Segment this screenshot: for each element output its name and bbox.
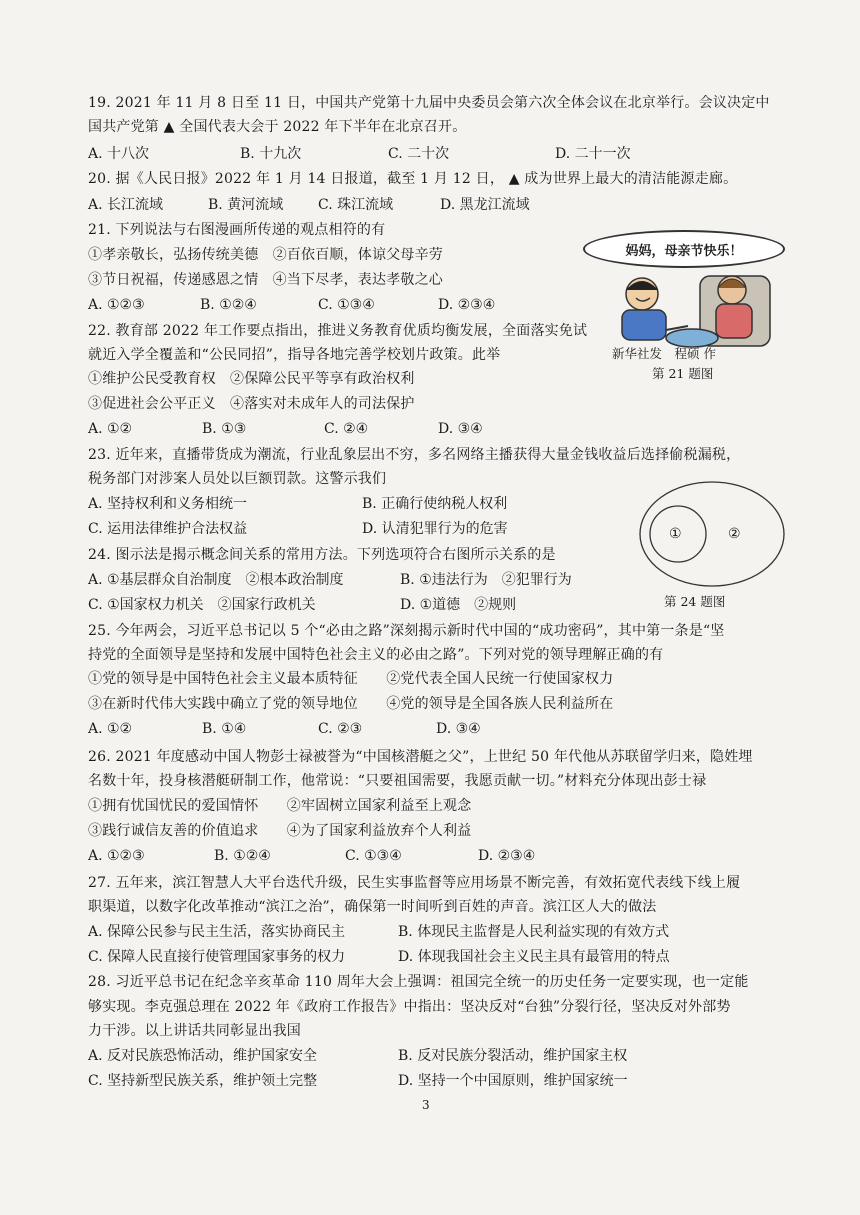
q25-statements-1: ①党的领导是中国特色社会主义最本质特征 ②党代表全国人民统一行使国家权力: [88, 671, 614, 687]
mothers-day-cartoon: [592, 268, 776, 350]
q27-stem-1: 27. 五年来，滨江智慧人大平台迭代升级，民生实事监督等应用场景不断完善，有效拓宽代表线下线上履: [88, 875, 741, 891]
q21-option-c: C. ①③④: [318, 297, 375, 313]
q20-option-c: C. 珠江流域: [318, 197, 394, 213]
q26-statements-2: ③践行诚信友善的价值追求 ④为了国家利益放弃个人利益: [88, 823, 472, 839]
q23-option-d: D. 认清犯罪行为的危害: [362, 521, 508, 537]
q23-option-a: A. 坚持权利和义务相统一: [88, 496, 248, 512]
q20-option-b: B. 黄河流域: [208, 197, 284, 213]
q28-option-a: A. 反对民族恐怖活动，维护国家安全: [88, 1048, 318, 1064]
q23-stem-1: 23. 近年来，直播带货成为潮流，行业乱象层出不穷，多名网络主播获得大量金钱收益后选择偷税漏税，: [88, 447, 741, 463]
q22-statements-2: ③促进社会公平正义 ④落实对未成年人的司法保护: [88, 396, 415, 412]
q21-option-d: D. ②③④: [438, 297, 496, 313]
q26-option-c: C. ①③④: [345, 848, 402, 864]
q26-option-d: D. ②③④: [478, 848, 536, 864]
q23-option-c: C. 运用法律维护合法权益: [88, 521, 248, 537]
q23-option-b: B. 正确行使纳税人权利: [362, 496, 508, 512]
q28-stem-1: 28. 习近平总书记在纪念辛亥革命 110 周年大会上强调：祖国完全统一的历史任务一定要实现，也一定能: [88, 974, 749, 990]
q26-option-b: B. ①②④: [214, 848, 271, 864]
q28-stem-3: 力干涉。以上讲话共同彰显出我国: [88, 1023, 301, 1039]
q23-stem-2: 税务部门对涉案人员处以巨额罚款。这警示我们: [88, 471, 387, 487]
q21-option-a: A. ①②③: [88, 297, 145, 313]
q22-option-d: D. ③④: [438, 421, 483, 437]
circle-label-1: ①: [669, 526, 682, 542]
q25-option-d: D. ③④: [436, 721, 481, 737]
q19-option-c: C. 二十次: [388, 146, 450, 162]
q21-stem: 21. 下列说法与右图漫画所传递的观点相符的有: [88, 222, 386, 238]
q19-stem-2: 国共产党第 ▲ 全国代表大会于 2022 年下半年在北京召开。: [88, 119, 467, 135]
q19-option-d: D. 二十一次: [555, 146, 631, 162]
q19-option-b: B. 十九次: [240, 146, 302, 162]
q24-stem: 24. 图示法是揭示概念间关系的常用方法。下列选项符合右图所示关系的是: [88, 547, 556, 563]
q20-stem: 20. 据《人民日报》2022 年 1 月 14 日报道，截至 1 月 12 日， ▲ 成为世界上最大的清洁能源走廊。: [88, 171, 738, 187]
q26-statements-1: ①拥有忧国忧民的爱国情怀 ②牢固树立国家利益至上观念: [88, 798, 472, 814]
q26-stem-1: 26. 2021 年度感动中国人物彭士禄被誉为“中国核潜艇之父”，上世纪 50 年代他从苏联留学归来，隐姓埋: [88, 749, 753, 765]
cartoon-speech-bubble: 妈妈，母亲节快乐！: [583, 230, 785, 268]
q20-option-d: D. 黑龙江流域: [440, 197, 530, 213]
q24-option-a: A. ①基层群众自治制度 ②根本政治制度: [88, 572, 344, 588]
q26-option-a: A. ①②③: [88, 848, 145, 864]
q20-option-a: A. 长江流域: [88, 197, 164, 213]
q24-option-d: D. ①道德 ②规则: [400, 597, 517, 613]
q25-option-c: C. ②③: [318, 721, 363, 737]
q26-stem-2: 名数十年，投身核潜艇研制工作，他常说：“只要祖国需要，我愿贡献一切。”材料充分体现出彭士禄: [88, 773, 707, 789]
concept-relation-diagram: [638, 478, 786, 588]
q28-stem-2: 够实现。李克强总理在 2022 年《政府工作报告》中指出：坚决反对“台独”分裂行径，坚决反对外部势: [88, 999, 731, 1015]
q27-option-c: C. 保障人民直接行使管理国家事务的权力: [88, 949, 346, 965]
q25-option-b: B. ①④: [202, 721, 247, 737]
q27-option-b: B. 体现民主监督是人民利益实现的有效方式: [398, 924, 670, 940]
q21-option-b: B. ①②④: [200, 297, 257, 313]
q28-option-d: D. 坚持一个中国原则，维护国家统一: [398, 1073, 628, 1089]
page-number: 3: [422, 1098, 430, 1112]
q22-statements-1: ①维护公民受教育权 ②保障公民平等享有政治权利: [88, 371, 415, 387]
q28-option-b: B. 反对民族分裂活动，维护国家主权: [398, 1048, 628, 1064]
outer-circle: [640, 482, 784, 586]
q28-option-c: C. 坚持新型民族关系，维护领土完整: [88, 1073, 318, 1089]
q21-statements-1: ①孝亲敬长，弘扬传统美德 ②百依百顺，体谅父母辛劳: [88, 247, 443, 263]
circle-label-2: ②: [728, 526, 741, 542]
q21-statements-2: ③节日祝福，传递感恩之情 ④当下尽孝，表达孝敬之心: [88, 272, 443, 288]
q22-option-b: B. ①③: [202, 421, 247, 437]
q27-stem-2: 职渠道，以数字化改革推动“滨江之治”，确保第一时间听到百姓的声音。滨江区人大的做法: [88, 899, 657, 915]
q22-option-a: A. ①②: [88, 421, 133, 437]
q19-option-a: A. 十八次: [88, 146, 150, 162]
q24-option-b: B. ①违法行为 ②犯罪行为: [400, 572, 572, 588]
cartoon-credit: 新华社发 程硕 作: [612, 346, 716, 361]
q25-stem-2: 持党的全面领导是坚持和发展中国特色社会主义的必由之路”。下列对党的领导理解正确的有: [88, 647, 664, 663]
q27-option-a: A. 保障公民参与民主生活，落实协商民主: [88, 924, 346, 940]
q22-stem-2: 就近入学全覆盖和“公民同招”，指导各地完善学校划片政策。此举: [88, 347, 501, 363]
q25-stem-1: 25. 今年两会，习近平总书记以 5 个“必由之路”深刻揭示新时代中国的“成功密码”，其中第一条是“坚: [88, 623, 725, 639]
q24-figure-caption: 第 24 题图: [664, 594, 726, 609]
q27-option-d: D. 体现我国社会主义民主具有最管用的特点: [398, 949, 670, 965]
q24-option-c: C. ①国家权力机关 ②国家行政机关: [88, 597, 316, 613]
q22-option-c: C. ②④: [324, 421, 369, 437]
q21-figure-caption: 第 21 题图: [652, 366, 714, 381]
q25-option-a: A. ①②: [88, 721, 133, 737]
q25-statements-2: ③在新时代伟大实践中确立了党的领导地位 ④党的领导是全国各族人民利益所在: [88, 696, 614, 712]
q22-stem-1: 22. 教育部 2022 年工作要点指出，推进义务教育优质均衡发展，全面落实免试: [88, 323, 588, 339]
q19-stem-1: 19. 2021 年 11 月 8 日至 11 日，中国共产党第十九届中央委员会第六次全体会议在北京举行。会议决定中: [88, 95, 770, 111]
